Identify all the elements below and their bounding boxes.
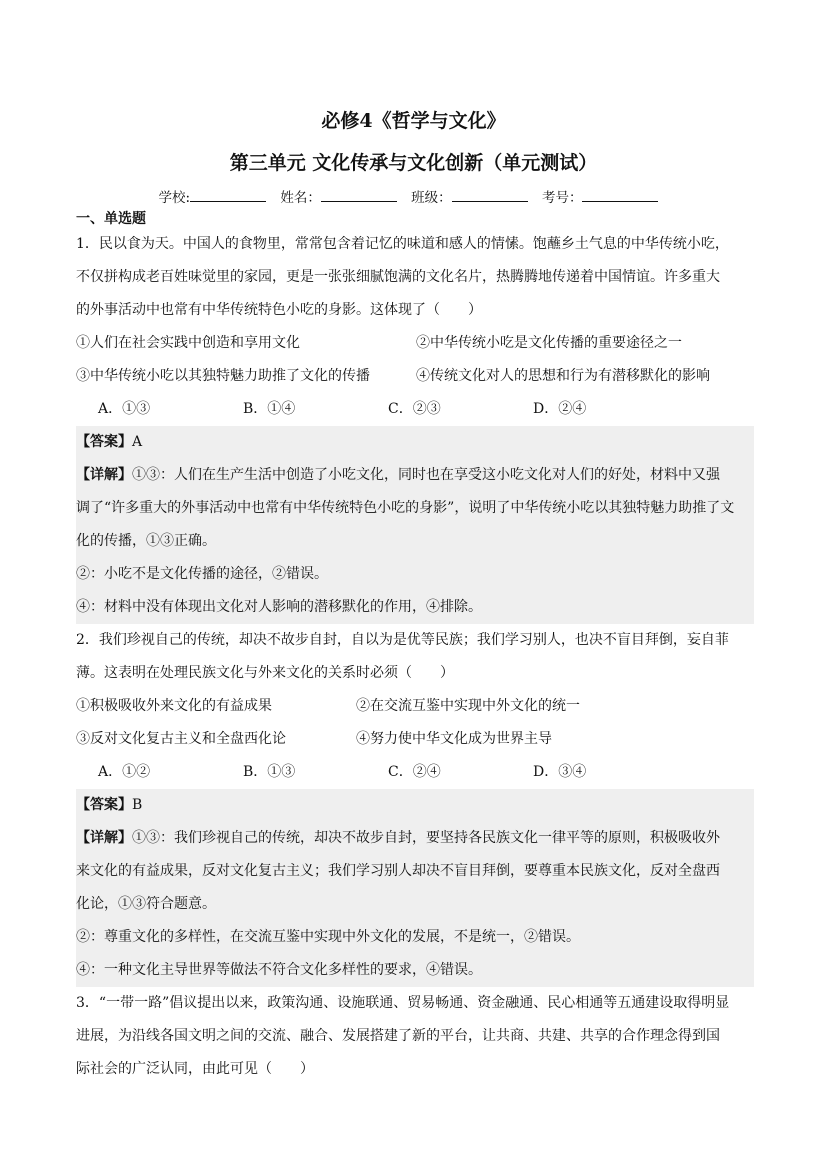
document-subtitle: 第三单元 文化传承与文化创新（单元测试）: [229, 152, 598, 174]
detail-line: 来文化的有益成果，反对文化复古主义；我们学习别人却决不盲目拜倒，要尊重本民族文化，反对全盘西: [76, 863, 720, 879]
choice-row: [76, 393, 754, 426]
question-1: [76, 228, 754, 624]
statement-item: ②中华传统小吃是文化传播的重要途径之一: [416, 335, 682, 351]
answer-value: A: [132, 434, 143, 450]
question-stem-line: 不仅拼构成老百姓味觉里的家园，更是一张张细腻饱满的文化名片，热腾腾地传递着中国情谊。许多重大: [76, 269, 720, 285]
question-stem-line: 薄。这表明在处理民族文化与外来文化的关系时必须（ ）: [76, 665, 454, 681]
detail-line: 调了“许多重大的外事活动中也常有中华传统特色小吃的身影”，说明了中华传统小吃以其独特魅力助推了文: [76, 500, 735, 516]
statement-item: ②在交流互鉴中实现中外文化的统一: [356, 698, 580, 714]
statement-row: [76, 360, 754, 393]
school-label: 学校:: [158, 190, 191, 206]
question-3: [76, 987, 754, 1086]
answer-line: [76, 789, 754, 822]
student-info-row: [0, 186, 827, 206]
choice-b[interactable]: B．①④: [243, 401, 296, 417]
choice-c[interactable]: C．②④: [388, 764, 441, 780]
statement-row: [76, 690, 754, 723]
question-stem-line: 2．我们珍视自己的传统，却决不故步自封，自以为是优等民族；我们学习别人，也决不盲目拜倒，妄自菲: [76, 632, 729, 648]
choice-a[interactable]: A．①③: [98, 401, 151, 417]
statement-item: ③反对文化复古主义和全盘西化论: [76, 731, 286, 747]
detail-line: ④：一种文化主导世界等做法不符合文化多样性的要求，④错误。: [76, 962, 482, 978]
detail-line: 化论，①③符合题意。: [76, 896, 216, 912]
statement-row: [76, 723, 754, 756]
choice-d[interactable]: D．③④: [533, 764, 587, 780]
detail-line: ④：材料中没有体现出文化对人影响的潜移默化的作用，④排除。: [76, 599, 482, 615]
section-title: 一、单选题: [76, 211, 146, 227]
exam-number-label: 考号：: [541, 190, 583, 206]
detail-line: ②：小吃不是文化传播的途径，②错误。: [76, 566, 328, 582]
class-label: 班级：: [411, 190, 452, 206]
detail-text: ①③：我们珍视自己的传统，却决不故步自封，要坚持各民族文化一律平等的原则，积极吸收外: [132, 830, 720, 846]
answer-label: 【答案】: [76, 434, 132, 450]
statement-item: ③中华传统小吃以其独特魅力助推了文化的传播: [76, 368, 370, 384]
detail-line: ②：尊重文化的多样性，在交流互鉴中实现中外文化的发展，不是统一，②错误。: [76, 929, 580, 945]
detail-line: [76, 459, 754, 492]
choice-c[interactable]: C．②③: [388, 401, 441, 417]
class-blank[interactable]: [452, 189, 528, 202]
question-2: [76, 624, 754, 987]
school-blank[interactable]: [190, 189, 266, 202]
name-blank[interactable]: [321, 189, 397, 202]
statement-item: ④传统文化对人的思想和行为有潜移默化的影响: [416, 368, 710, 384]
answer-label: 【答案】: [76, 797, 132, 813]
question-stem-line: 的外事活动中也常有中华传统特色小吃的身影。这体现了（ ）: [76, 302, 482, 318]
document-title: 必修4《哲学与文化》: [321, 110, 506, 132]
question-stem-line: 1．民以食为天。中国人的食物里，常常包含着记忆的味道和感人的情愫。饱蘸乡土气息的中华传统小吃，: [76, 236, 729, 252]
detail-label: 【详解】: [76, 830, 132, 846]
choice-b[interactable]: B．①③: [243, 764, 296, 780]
detail-line: [76, 822, 754, 855]
questions-content: [76, 228, 754, 1086]
question-stem-line: 际社会的广泛认同，由此可见（ ）: [76, 1061, 314, 1077]
detail-label: 【详解】: [76, 467, 132, 483]
detail-line: 化的传播，①③正确。: [76, 533, 216, 549]
statement-row: [76, 327, 754, 360]
exam-number-blank[interactable]: [582, 189, 658, 202]
name-label: 姓名：: [280, 190, 321, 206]
choice-d[interactable]: D．②④: [533, 401, 587, 417]
question-stem-line: 3．“一带一路”倡议提出以来，政策沟通、设施联通、贸易畅通、资金融通、民心相通等五通建设取得明显: [76, 995, 730, 1011]
choice-a[interactable]: A．①②: [98, 764, 151, 780]
choice-row: [76, 756, 754, 789]
answer-block: [76, 789, 754, 987]
statement-item: ④努力使中华文化成为世界主导: [356, 731, 552, 747]
answer-line: [76, 426, 754, 459]
statement-item: ①积极吸收外来文化的有益成果: [76, 698, 272, 714]
detail-text: ①③：人们在生产生活中创造了小吃文化，同时也在享受这小吃文化对人们的好处，材料中又强: [132, 467, 720, 483]
answer-block: [76, 426, 754, 624]
answer-value: B: [132, 797, 143, 813]
question-stem-line: 进展，为沿线各国文明之间的交流、融合、发展搭建了新的平台，让共商、共建、共享的合作理念得到国: [76, 1028, 720, 1044]
statement-item: ①人们在社会实践中创造和享用文化: [76, 335, 300, 351]
